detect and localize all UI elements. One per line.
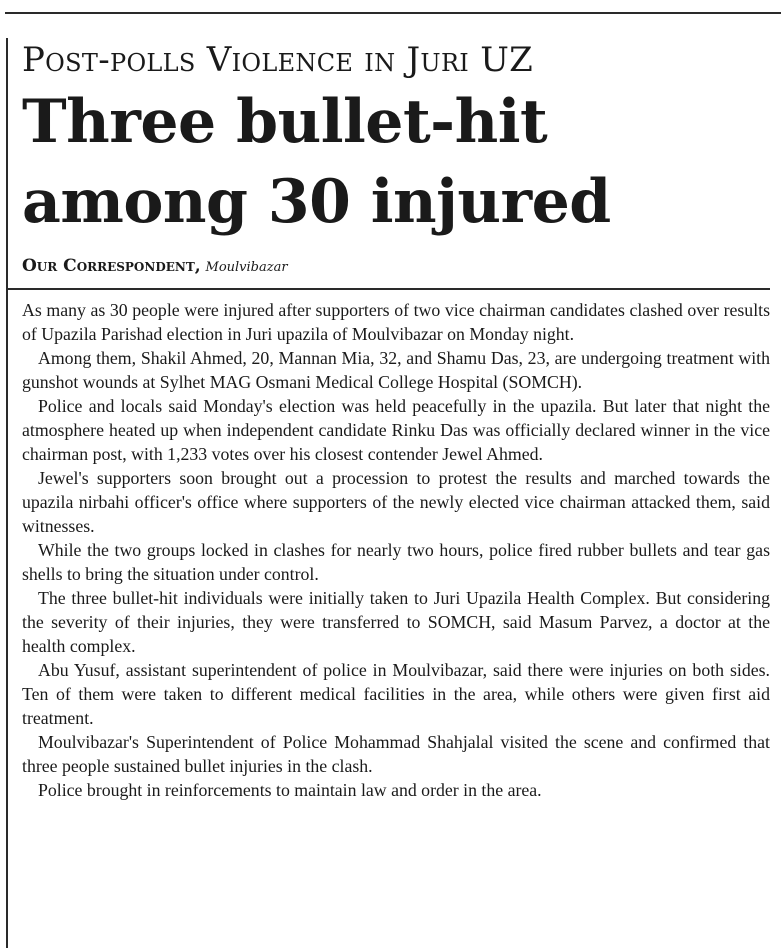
article-body	[22, 298, 770, 802]
article-paragraph: The three bullet-hit individuals were initially taken to Juri Upazila Health Complex. But considering the severity of their injuries, they were transferred to SOMCH, said Masum Parvez, a doctor at the health complex.	[22, 588, 770, 656]
byline-place: Moulvibazar	[205, 260, 288, 275]
news-article	[22, 40, 770, 802]
article-paragraph: As many as 30 people were injured after supporters of two vice chairman candidates clashed over results of Upazila Parishad election in Juri upazila of Moulvibazar on Monday night.	[22, 300, 770, 344]
article-paragraph: Police and locals said Monday's election was held peacefully in the upazila. But later that night the atmosphere heated up when independent candidate Rinku Das was officially declared winner in the vice chairman post, with 1,233 votes over his closest contender Jewel Ahmed.	[22, 396, 770, 464]
article-kicker: Post-polls Violence in Juri UZ	[22, 40, 534, 80]
article-paragraph: Among them, Shakil Ahmed, 20, Mannan Mia, 32, and Shamu Das, 23, are undergoing treatment with gunshot wounds at Sylhet MAG Osmani Medical College Hospital (SOMCH).	[22, 348, 770, 392]
top-rule	[5, 12, 781, 14]
article-paragraph: Abu Yusuf, assistant superintendent of police in Moulvibazar, said there were injuries on both sides. Ten of them were taken to different medical facilities in the area, while others were given first aid treatment.	[22, 660, 770, 728]
byline-author: Our Correspondent,	[22, 256, 201, 276]
article-paragraph: Moulvibazar's Superintendent of Police Mohammad Shahjalal visited the scene and confirmed that three people sustained bullet injuries in the clash.	[22, 732, 770, 776]
byline-rule	[6, 288, 770, 290]
article-headline: Three bullet-hit among 30 injured	[22, 87, 611, 237]
byline	[22, 256, 770, 278]
article-paragraph: While the two groups locked in clashes for nearly two hours, police fired rubber bullets and tear gas shells to bring the situation under control.	[22, 540, 770, 584]
article-paragraph: Jewel's supporters soon brought out a procession to protest the results and marched towards the upazila nirbahi officer's office where supporters of the newly elected vice chairman attacked them, said witnesses.	[22, 468, 770, 536]
article-paragraph: Police brought in reinforcements to maintain law and order in the area.	[38, 780, 542, 800]
column-rule	[6, 38, 8, 948]
